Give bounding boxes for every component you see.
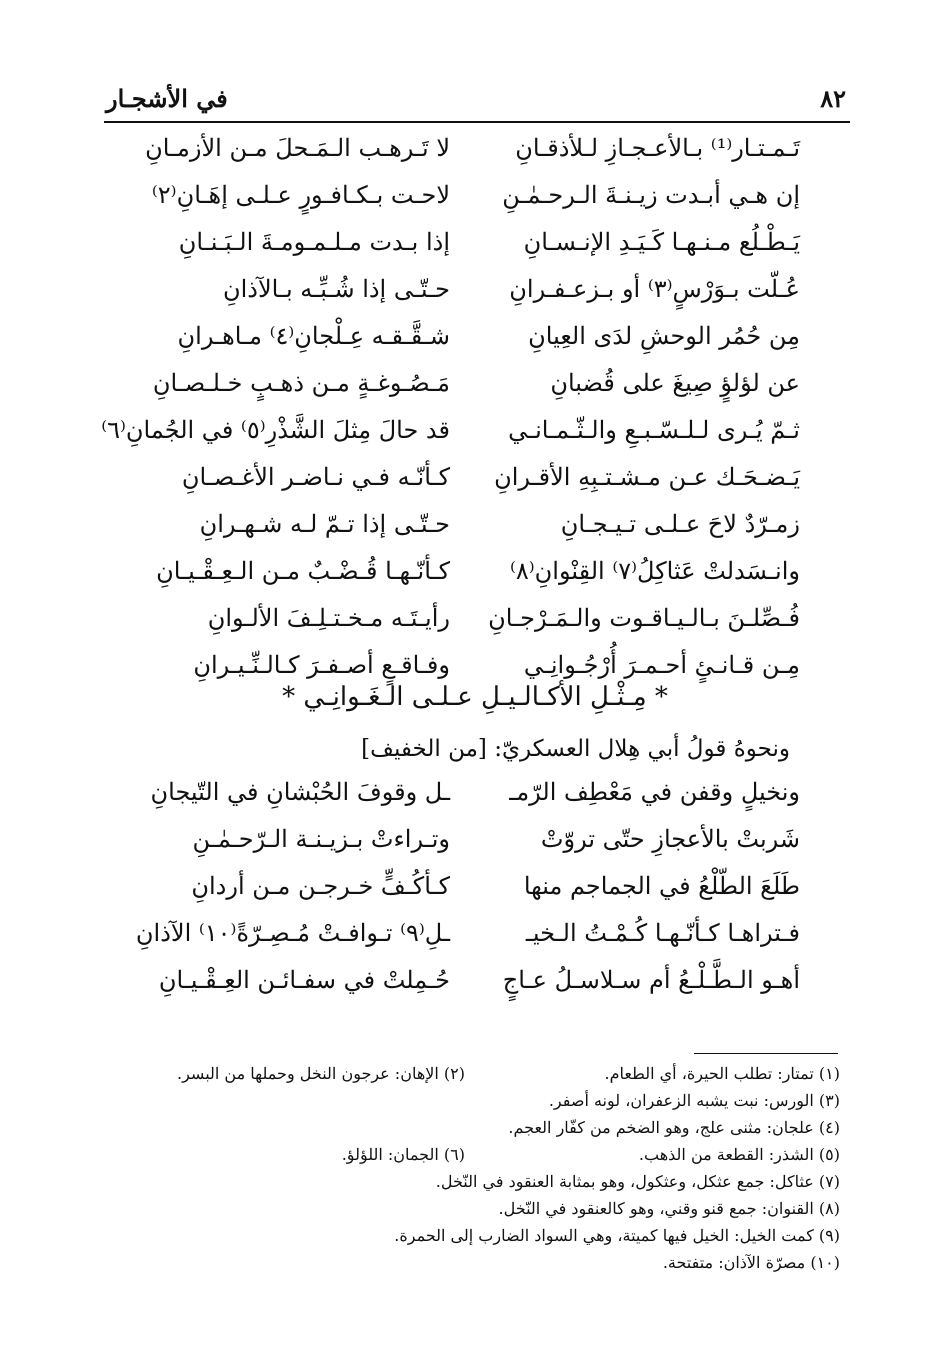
poem-1 xyxy=(101,134,800,698)
verse-line xyxy=(135,919,800,966)
verse-line xyxy=(150,322,800,369)
verse-line xyxy=(150,557,800,604)
verse-line xyxy=(150,778,800,825)
footnote: (٤) علجان: مثنى علج، وهو الضخم من كفّار العجم. xyxy=(508,1118,840,1137)
verse-line xyxy=(150,369,800,416)
footnote-line xyxy=(100,1226,840,1253)
verse-line xyxy=(150,872,800,919)
verse-first-hemistich: طَلَعَ الطّلْعُ في الجماجم منها xyxy=(523,872,800,900)
verse-second-hemistich: ـل وقوفَ الحُبْشانِ في التّيجانِ xyxy=(150,778,450,806)
running-title: في الأشجـار xyxy=(106,84,228,113)
verse-second-hemistich: رأيـتَـه مـخـتـلِـفَ الألـوانِ xyxy=(207,604,450,632)
verse-second-hemistich: حـتّـى إذا شُـبِّـه بـالآذانِ xyxy=(222,275,450,303)
verse-first-hemistich: ونخيلٍ وقفن في مَعْطِف الرّمـ xyxy=(509,778,800,806)
verse-second-hemistich: ـلِ⁽٩⁾ تـوافـتْ مُـصِـرّةً⁽١٠⁾ الآذانِ xyxy=(135,919,450,947)
poem-2 xyxy=(135,778,800,1013)
verse-first-hemistich: إن هـي أبـدت زيـنـةَ الـرحـمٰـنِ xyxy=(502,181,800,209)
footnote-line xyxy=(100,1253,840,1280)
verse-second-hemistich: كـأنّـه فـي نـاضـر الأغـصـانِ xyxy=(181,463,450,491)
verse-first-hemistich: شَربتْ بالأعجازِ حتّى تروّتْ xyxy=(540,825,800,853)
verse-line xyxy=(150,966,800,1013)
verse-line xyxy=(150,181,800,228)
verse-first-hemistich: تَـمـتـار⁽¹⁾ بـالأعـجـازِ لـلأذقـانِ xyxy=(515,134,800,162)
verse-first-hemistich: فـتراهـا كـأنّـهـا كُـمْـتُ الـخيـ xyxy=(525,919,800,947)
footnotes xyxy=(100,1064,840,1280)
footnote: (١٠) مصرّة الآذان: متفتحة. xyxy=(662,1253,840,1272)
verse-first-hemistich: وانـسَدلتْ عَثاكِلُ⁽٧⁾ القِنْوانِ⁽٨⁾ xyxy=(509,557,800,585)
verse-first-hemistich: يَـضـحَـك عـن مـشـتـبِهِ الأقـرانِ xyxy=(494,463,800,491)
verse-second-hemistich: مَـصُـوغـةٍ مـن ذهـبٍ خـلـصـانِ xyxy=(152,369,450,397)
verse-line xyxy=(150,604,800,651)
page-header xyxy=(104,84,850,114)
footnote-line xyxy=(100,1064,840,1091)
verse-first-hemistich: مِـن قـانـئٍ أحـمـرَ أُرْجُـوانِـي xyxy=(523,651,800,679)
footnote: (٨) القنوان: جمع قنو وقني، وهو كالعنقود في النّخل. xyxy=(498,1199,840,1218)
verse-first-hemistich: مِن حُمُر الوحشِ لدَى العِيانِ xyxy=(528,322,800,350)
verse-second-hemistich: شـقَّـقـه عِـلْجانِ⁽٤⁾ مـاهـرانِ xyxy=(177,322,450,350)
verse-first-hemistich: فُـصِّلـنَ بـالـيـاقـوت والـمَـرْجـانِ xyxy=(488,604,800,632)
footnote: (٢) الإهان: عرجون النخل وحملها من البسر. xyxy=(177,1064,465,1083)
verse-line xyxy=(145,134,800,181)
verse-line xyxy=(150,510,800,557)
footnote-line xyxy=(100,1091,840,1118)
verse-first-hemistich: عن لؤلؤٍ صِيغَ على قُضبانِ xyxy=(550,369,800,397)
verse-line xyxy=(150,275,800,322)
footnote-line xyxy=(100,1118,840,1145)
verse-line xyxy=(150,825,800,872)
header-rule xyxy=(104,121,850,123)
footnote: (١) تمتار: تطلب الحيرة، أي الطعام. xyxy=(604,1064,840,1083)
footnote-line xyxy=(100,1145,840,1172)
footnote-line xyxy=(100,1172,840,1199)
footnote: (٣) الورس: نبت يشبه الزعفران، لونه أصفر. xyxy=(548,1091,840,1110)
footnote-rule xyxy=(694,1053,838,1054)
verse-first-hemistich: عُـلّت بـوَرْسٍ⁽٣⁾ أو بـزعـفـرانِ xyxy=(509,275,800,303)
verse-line xyxy=(150,228,800,275)
verse-second-hemistich: لاحـت بـكـافـورٍ عـلـى إهَـانِ⁽٢⁾ xyxy=(151,181,450,209)
footnote: (٩) كمت الخيل: الخيل فيها كميتة، وهي السواد الضارب إلى الحمرة. xyxy=(394,1226,840,1245)
verse-second-hemistich: لا تَـرهـب الـمَـحلَ مـن الأزمـانِ xyxy=(145,134,450,162)
closing-hemistich: * مِـثْـلِ الأكـالـيـلِ عـلـى الـغَـوانِـي * xyxy=(282,682,668,712)
verse-second-hemistich: وتـراءتْ بـزيـنـة الـرّحـمٰـنِ xyxy=(192,825,450,853)
verse-line xyxy=(101,416,800,463)
verse-second-hemistich: قد حالَ مِثلَ الشَّذْرِ⁽٥⁾ في الجُمانِ⁽٦⁾ xyxy=(101,416,450,444)
intro-paragraph: ونحوهُ قولُ أبي هِلال العسكريّ: [من الخفيف] xyxy=(361,736,790,762)
footnote: (٧) عثاكل: جمع عثكل، وعثكول، وهو بمثابة العنقود في النّخل. xyxy=(435,1172,840,1191)
footnote-line xyxy=(100,1199,840,1226)
verse-second-hemistich: حُـمِلتْ في سفـائـن العِـقْـيـانِ xyxy=(158,966,450,994)
verse-second-hemistich: وفـاقـعٍ أصـفـرَ كـالـنِّـيـرانِ xyxy=(193,651,450,679)
verse-first-hemistich: أهـو الـطَّـلْـعُ أم سـلاسـلُ عـاجٍ xyxy=(502,966,800,994)
verse-line xyxy=(150,463,800,510)
verse-second-hemistich: كـأكُـفٍّ خـرجـن مـن أردانِ xyxy=(191,872,450,900)
verse-first-hemistich: يَـطْـلُع مـنـهـا كَـيَـدِ الإنـسـانِ xyxy=(523,228,800,256)
page-number: ٨٢ xyxy=(820,84,846,113)
verse-second-hemistich: حـتّـى إذا تـمّ لـه شـهـرانِ xyxy=(199,510,450,538)
verse-second-hemistich: كـأنّـهـا قُـضْـبٌ مـن الـعِـقْـيـانِ xyxy=(156,557,450,585)
footnote: (٦) الجمان: اللؤلؤ. xyxy=(341,1145,465,1164)
verse-second-hemistich: إذا بـدت مـلـمـومـةَ الـبَـنـانِ xyxy=(178,228,450,256)
verse-first-hemistich: زمـرّدٌ لاحَ عـلـى تـيـجـانِ xyxy=(560,510,800,538)
footnote: (٥) الشذر: القطعة من الذهب. xyxy=(638,1145,840,1164)
verse-first-hemistich: ثـمّ يُـرى لـلـسّـبـعِ والـثّـمـانـي xyxy=(508,416,800,444)
